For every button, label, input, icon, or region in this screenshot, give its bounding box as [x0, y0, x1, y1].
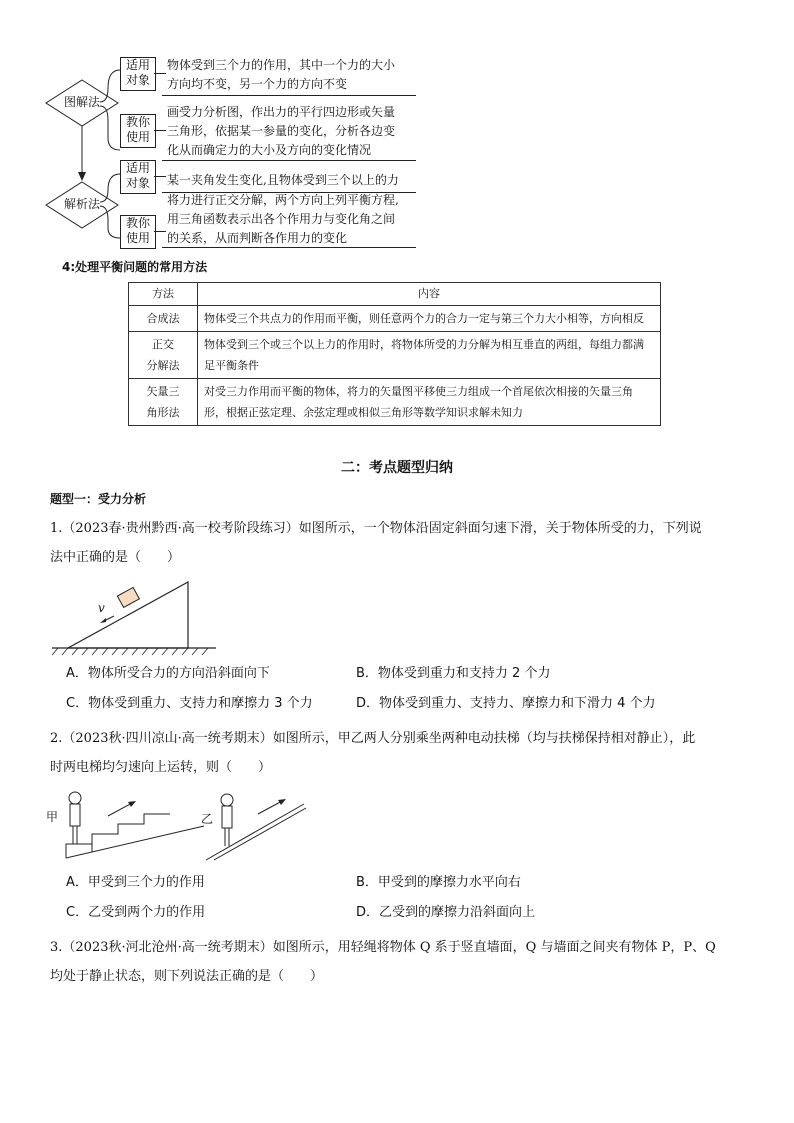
- person-jia-label: 甲: [46, 810, 59, 824]
- q2-option-b[interactable]: B．甲受到的摩擦力水平向右: [356, 875, 521, 890]
- question-2: 2.（2023秋·四川凉山·高一统考期末）如图所示，甲乙两人分别乘坐两种电动扶梯（均与扶梯保持相对静止），此 时两电梯均匀速向上运转，则（ ）: [50, 731, 696, 775]
- table-header-row: [129, 283, 661, 306]
- applies-box-1: 适用 对象: [120, 57, 156, 91]
- type1-title: 题型一：受力分析: [50, 492, 147, 506]
- incline-figure: [44, 578, 220, 658]
- q1-option-b[interactable]: B．物体受到重力和支持力 2 个力: [356, 666, 551, 681]
- q1-option-d[interactable]: D．物体受到重力、支持力、摩擦力和下滑力 4 个力: [356, 696, 656, 711]
- table-row: [129, 332, 661, 379]
- section2-title: 二：考点题型归纳: [341, 460, 453, 476]
- q1-option-c[interactable]: C．物体受到重力、支持力和摩擦力 3 个力: [66, 696, 313, 711]
- table-cell-method: 合成法: [129, 306, 198, 332]
- teach-box-1: 教你 使用: [120, 114, 156, 148]
- methods-table: [128, 282, 661, 426]
- m1-applies-text: 物体受到三个力的作用，其中一个力的大小 方向均不变，另一个力的方向不变: [167, 58, 396, 91]
- table-cell-content: 物体受到三个或三个以上力的作用时，将物体所受的力分解为相互垂直的两组，每组力都满足平衡条件: [198, 332, 661, 379]
- section4-title: 4:处理平衡问题的常用方法: [62, 260, 208, 274]
- question-3: 3.（2023秋·河北沧州·高一统考期末）如图所示，用轻绳将物体 Q 系于竖直墙面，Q 与墙面之间夹有物体 P，P、Q 均处于静止状态，则下列说法正确的是（ ）: [50, 940, 716, 984]
- table-cell-content: 物体受三个共点力的作用而平衡，则任意两个力的合力一定与第三个力大小相等，方向相反: [198, 306, 661, 332]
- q2-option-d[interactable]: D．乙受到的摩擦力沿斜面向上: [356, 905, 536, 920]
- table-cell-content: 对受三力作用而平衡的物体，将力的矢量图平移使三力组成一个首尾依次相接的矢量三角形，根据正弦定理、余弦定理或相似三角形等数学知识求解未知力: [198, 379, 661, 426]
- table-cell-method: 正交 分解法: [129, 332, 198, 379]
- table-cell-method: 矢量三 角形法: [129, 379, 198, 426]
- brace-connectors: [100, 58, 122, 248]
- table-row: [129, 306, 661, 332]
- question-1: 1.（2023春·贵州黔西·高一校考阶段练习）如图所示，一个物体沿固定斜面匀速下滑，关于物体所受的力，下列说 法中正确的是（ ）: [50, 521, 702, 565]
- teach-box-2: 教你 使用: [120, 215, 156, 249]
- method-graphic-label: 图解法: [63, 95, 100, 109]
- velocity-label: v: [98, 601, 105, 615]
- q2-option-c[interactable]: C．乙受到两个力的作用: [66, 905, 206, 920]
- method-analytic-label: 解析法: [63, 197, 100, 211]
- q1-option-a[interactable]: A．物体所受合力的方向沿斜面向下: [66, 666, 270, 681]
- escalator-figure: [44, 786, 314, 862]
- table-header-content: 内容: [198, 283, 661, 306]
- table-row: [129, 379, 661, 426]
- m1-teach-text: 画受力分析图，作出力的平行四边形或矢量 三角形，依据某一参量的变化，分析各边变 化从而确定力的大小及方向的变化情况: [167, 105, 396, 157]
- table-header-method: 方法: [129, 283, 198, 306]
- m2-teach-text: 将力进行正交分解，两个方向上列平衡方程, 用三角函数表示出各个作用力与变化角之间 的关系，从而判断各作用力的变化: [167, 193, 399, 245]
- applies-box-2: 适用 对象: [120, 160, 156, 194]
- m2-applies-text: 某一夹角发生变化,且物体受到三个以上的力: [167, 173, 399, 187]
- q2-option-a[interactable]: A．甲受到三个力的作用: [66, 875, 205, 890]
- person-yi-label: 乙: [201, 812, 214, 826]
- down-arrow-icon: [74, 126, 90, 182]
